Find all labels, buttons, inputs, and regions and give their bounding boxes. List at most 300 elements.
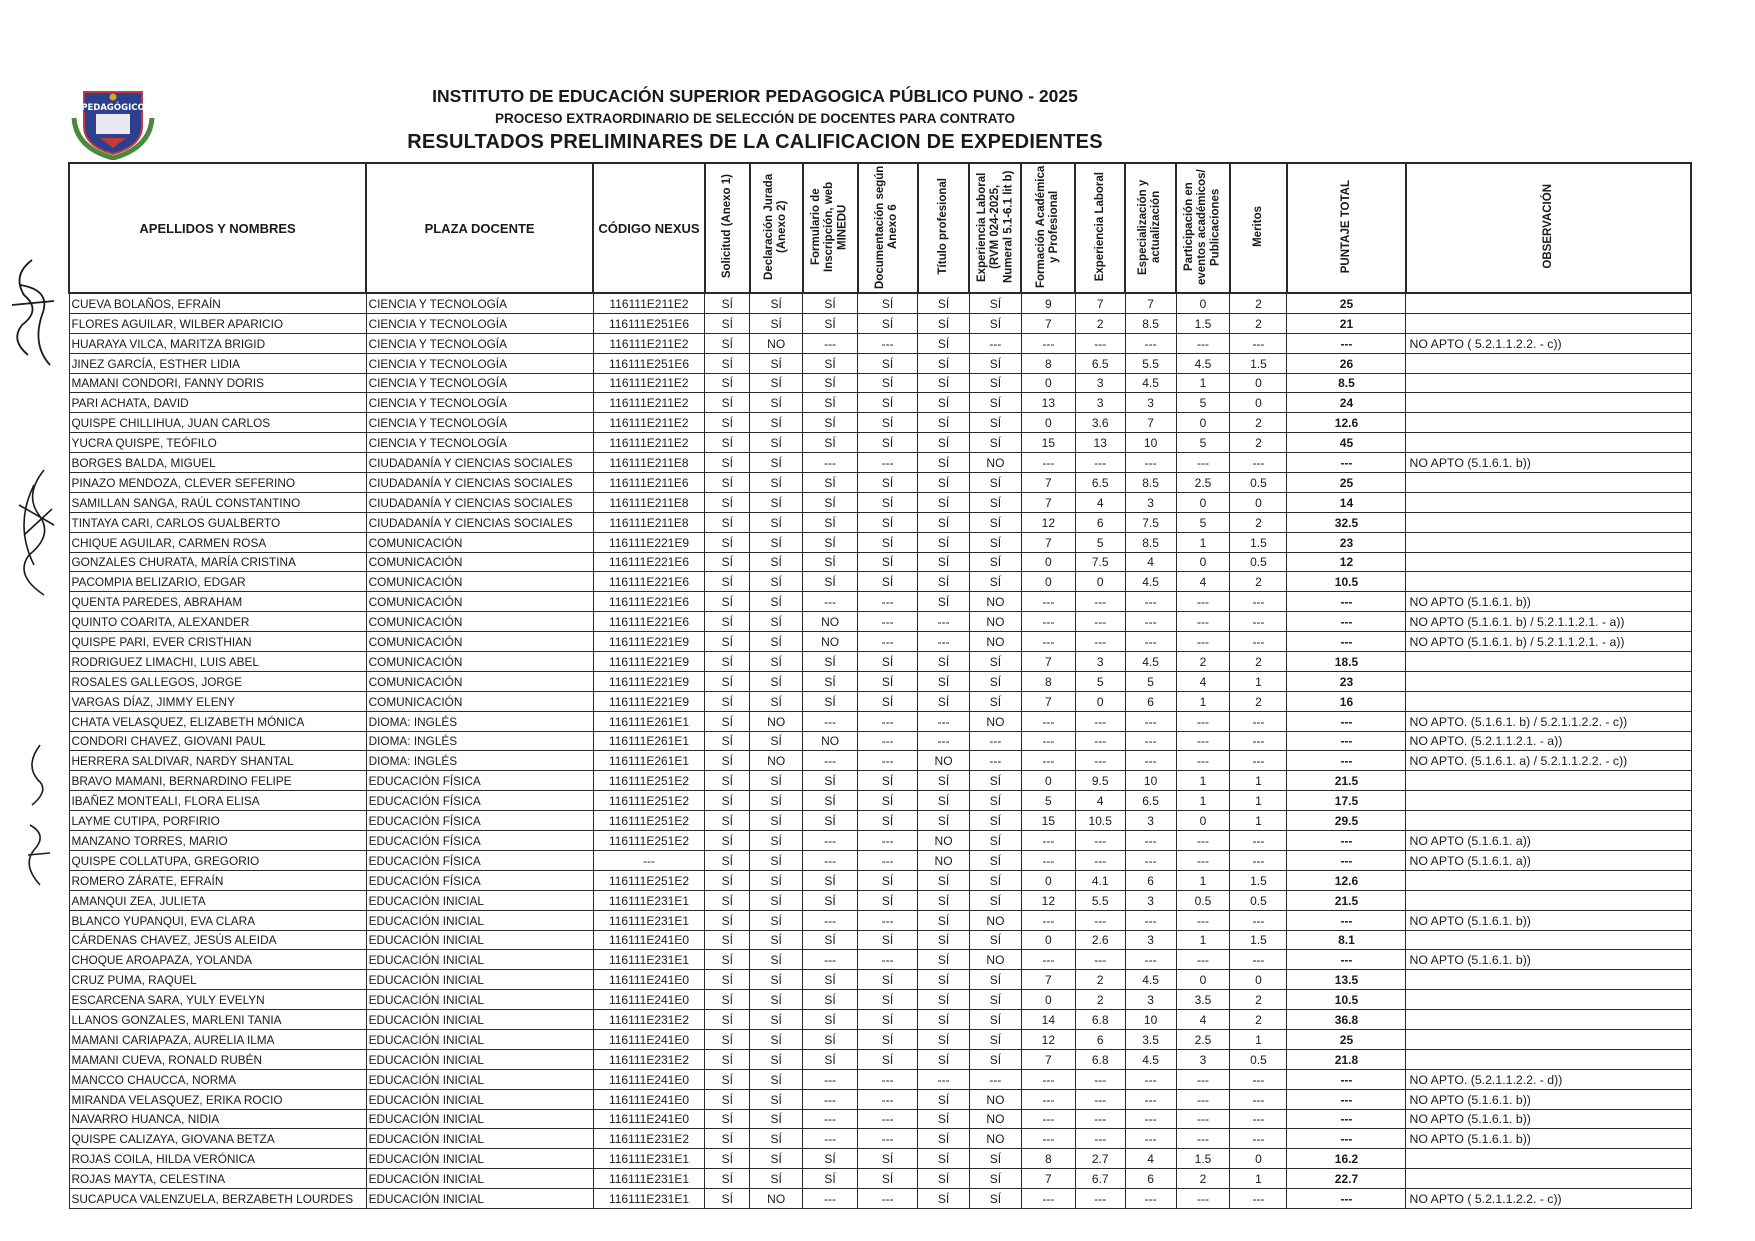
cell-formulario: SÍ <box>803 1169 858 1189</box>
cell-name: QUISPE CALIZAYA, GIOVANA BETZA <box>69 1129 366 1149</box>
cell-titulo: --- <box>918 1069 970 1089</box>
cell-plaza: CIUDADANÍA Y CIENCIAS SOCIALES <box>366 473 593 493</box>
cell-documentacion: SÍ <box>858 930 918 950</box>
cell-documentacion: SÍ <box>858 572 918 592</box>
cell-formulario: NO <box>803 612 858 632</box>
cell-observacion <box>1406 870 1691 890</box>
cell-meritos: --- <box>1230 751 1287 771</box>
cell-documentacion: --- <box>858 1089 918 1109</box>
cell-plaza: CIUDADANÍA Y CIENCIAS SOCIALES <box>366 453 593 473</box>
cell-especializacion: 4.5 <box>1125 652 1176 672</box>
cell-observacion: NO APTO (5.1.6.1. b)) <box>1406 1109 1691 1129</box>
cell-experiencia: --- <box>1075 850 1125 870</box>
cell-puntaje-total: 32.5 <box>1287 512 1406 532</box>
cell-solicitud: SÍ <box>705 1109 750 1129</box>
table-row <box>69 691 1691 711</box>
cell-declaracion: SÍ <box>750 890 803 910</box>
cell-documentacion: --- <box>858 831 918 851</box>
cell-formacion: 0 <box>1021 870 1075 890</box>
cell-formulario: --- <box>803 950 858 970</box>
cell-experiencia: 7.5 <box>1075 552 1125 572</box>
cell-plaza: EDUCACIÓN FÍSICA <box>366 811 593 831</box>
cell-experiencia-rvm: NO <box>969 1129 1021 1149</box>
cell-participacion: --- <box>1176 1069 1230 1089</box>
cell-declaracion: SÍ <box>750 1049 803 1069</box>
cell-especializacion: 3 <box>1125 492 1176 512</box>
cell-code: 116111E211E8 <box>593 453 705 473</box>
cell-declaracion: SÍ <box>750 691 803 711</box>
cell-experiencia: --- <box>1075 1109 1125 1129</box>
cell-titulo: SÍ <box>918 791 970 811</box>
cell-observacion: NO APTO (5.1.6.1. b)) <box>1406 910 1691 930</box>
cell-name: FLORES AGUILAR, WILBER APARICIO <box>69 313 366 333</box>
cell-participacion: --- <box>1176 1189 1230 1209</box>
cell-declaracion: SÍ <box>750 1089 803 1109</box>
cell-solicitud: SÍ <box>705 453 750 473</box>
cell-plaza: COMUNICACIÓN <box>366 552 593 572</box>
cell-plaza: CIUDADANÍA Y CIENCIAS SOCIALES <box>366 512 593 532</box>
cell-meritos: 0 <box>1230 393 1287 413</box>
cell-declaracion: SÍ <box>750 731 803 751</box>
cell-declaracion: SÍ <box>750 1109 803 1129</box>
table-row <box>69 850 1691 870</box>
cell-meritos: 0.5 <box>1230 1049 1287 1069</box>
cell-titulo: SÍ <box>918 393 970 413</box>
cell-experiencia-rvm: --- <box>969 751 1021 771</box>
cell-formulario: --- <box>803 910 858 930</box>
cell-solicitud: SÍ <box>705 612 750 632</box>
cell-formulario: SÍ <box>803 791 858 811</box>
cell-observacion <box>1406 1149 1691 1169</box>
cell-declaracion: SÍ <box>750 1149 803 1169</box>
cell-experiencia: 2.7 <box>1075 1149 1125 1169</box>
cell-participacion: 1 <box>1176 373 1230 393</box>
cell-name: ROJAS COILA, HILDA VERÓNICA <box>69 1149 366 1169</box>
cell-solicitud: SÍ <box>705 850 750 870</box>
cell-formacion: 7 <box>1021 1049 1075 1069</box>
cell-solicitud: SÍ <box>705 950 750 970</box>
cell-especializacion: 10 <box>1125 1010 1176 1030</box>
cell-meritos: --- <box>1230 910 1287 930</box>
cell-solicitud: SÍ <box>705 1169 750 1189</box>
cell-name: PACOMPIA BELIZARIO, EDGAR <box>69 572 366 592</box>
cell-participacion: --- <box>1176 751 1230 771</box>
institution-logo <box>70 88 156 160</box>
cell-declaracion: SÍ <box>750 771 803 791</box>
cell-puntaje-total: 16.2 <box>1287 1149 1406 1169</box>
cell-documentacion: SÍ <box>858 1169 918 1189</box>
cell-puntaje-total: 36.8 <box>1287 1010 1406 1030</box>
document-title: INSTITUTO DE EDUCACIÓN SUPERIOR PEDAGOGICA PÚBLICO PUNO - 2025 <box>432 86 1078 106</box>
cell-titulo: SÍ <box>918 1149 970 1169</box>
table-row <box>69 413 1691 433</box>
table-row <box>69 791 1691 811</box>
cell-code: 116111E211E2 <box>593 413 705 433</box>
cell-plaza: COMUNICACIÓN <box>366 652 593 672</box>
cell-solicitud: SÍ <box>705 910 750 930</box>
cell-experiencia-rvm: SÍ <box>969 473 1021 493</box>
cell-declaracion: NO <box>750 711 803 731</box>
cell-code: 116111E231E1 <box>593 1189 705 1209</box>
cell-formacion: --- <box>1021 1129 1075 1149</box>
cell-meritos: 1 <box>1230 791 1287 811</box>
cell-titulo: --- <box>918 731 970 751</box>
cell-name: ROSALES GALLEGOS, JORGE <box>69 671 366 691</box>
cell-meritos: 2 <box>1230 691 1287 711</box>
cell-name: QUISPE COLLATUPA, GREGORIO <box>69 850 366 870</box>
cell-puntaje-total: --- <box>1287 751 1406 771</box>
cell-plaza: DIOMA: INGLÉS <box>366 731 593 751</box>
cell-solicitud: SÍ <box>705 393 750 413</box>
cell-observacion <box>1406 512 1691 532</box>
cell-participacion: 5 <box>1176 393 1230 413</box>
cell-formulario: SÍ <box>803 552 858 572</box>
cell-declaracion: SÍ <box>750 1069 803 1089</box>
cell-formacion: --- <box>1021 1109 1075 1129</box>
cell-especializacion: --- <box>1125 751 1176 771</box>
cell-especializacion: 5.5 <box>1125 353 1176 373</box>
cell-plaza: EDUCACIÓN INICIAL <box>366 1089 593 1109</box>
cell-declaracion: SÍ <box>750 950 803 970</box>
cell-documentacion: --- <box>858 1189 918 1209</box>
cell-plaza: CIENCIA Y TECNOLOGÍA <box>366 413 593 433</box>
cell-code: 116111E221E6 <box>593 552 705 572</box>
cell-plaza: EDUCACIÓN INICIAL <box>366 1169 593 1189</box>
cell-meritos: 1 <box>1230 1029 1287 1049</box>
cell-titulo: SÍ <box>918 691 970 711</box>
cell-especializacion: 8.5 <box>1125 532 1176 552</box>
cell-formacion: 7 <box>1021 473 1075 493</box>
cell-meritos: --- <box>1230 850 1287 870</box>
cell-documentacion: SÍ <box>858 652 918 672</box>
cell-plaza: EDUCACIÓN INICIAL <box>366 950 593 970</box>
cell-puntaje-total: 25 <box>1287 1029 1406 1049</box>
cell-participacion: --- <box>1176 1089 1230 1109</box>
col-header-name: APELLIDOS Y NOMBRES <box>69 163 366 293</box>
cell-participacion: 1 <box>1176 691 1230 711</box>
cell-observacion: NO APTO (5.1.6.1. b)) <box>1406 453 1691 473</box>
cell-declaracion: SÍ <box>750 612 803 632</box>
cell-meritos: --- <box>1230 1109 1287 1129</box>
cell-formacion: 0 <box>1021 572 1075 592</box>
table-header-row <box>69 163 1691 293</box>
cell-titulo: SÍ <box>918 572 970 592</box>
cell-declaracion: SÍ <box>750 970 803 990</box>
cell-especializacion: 7.5 <box>1125 512 1176 532</box>
cell-code: 116111E221E9 <box>593 652 705 672</box>
cell-formulario: SÍ <box>803 532 858 552</box>
cell-titulo: SÍ <box>918 1089 970 1109</box>
table-row <box>69 1089 1691 1109</box>
cell-participacion: 2.5 <box>1176 473 1230 493</box>
cell-titulo: SÍ <box>918 1010 970 1030</box>
cell-name: LLANOS GONZALES, MARLENI TANIA <box>69 1010 366 1030</box>
cell-especializacion: --- <box>1125 1109 1176 1129</box>
col-header-declaracion: Declaración Jurada (Anexo 2) <box>750 163 803 293</box>
document-heading: RESULTADOS PRELIMINARES DE LA CALIFICACION DE EXPEDIENTES <box>407 131 1103 153</box>
cell-especializacion: 4.5 <box>1125 1049 1176 1069</box>
cell-participacion: 1 <box>1176 930 1230 950</box>
cell-code: 116111E231E1 <box>593 1149 705 1169</box>
cell-formulario: SÍ <box>803 373 858 393</box>
cell-observacion <box>1406 970 1691 990</box>
cell-meritos: --- <box>1230 711 1287 731</box>
cell-puntaje-total: 12.6 <box>1287 870 1406 890</box>
col-header-formulario: Formulario de Inscripción, web MINEDU <box>803 163 858 293</box>
cell-experiencia-rvm: SÍ <box>969 831 1021 851</box>
cell-formulario: SÍ <box>803 572 858 592</box>
cell-documentacion: --- <box>858 592 918 612</box>
cell-especializacion: --- <box>1125 1069 1176 1089</box>
cell-experiencia: 5.5 <box>1075 890 1125 910</box>
cell-participacion: --- <box>1176 453 1230 473</box>
cell-observacion <box>1406 532 1691 552</box>
cell-titulo: SÍ <box>918 671 970 691</box>
cell-name: JINEZ GARCÍA, ESTHER LIDIA <box>69 353 366 373</box>
svg-text:PEDAGÓGICO: PEDAGÓGICO <box>81 103 145 113</box>
cell-formacion: 15 <box>1021 811 1075 831</box>
cell-participacion: 0 <box>1176 552 1230 572</box>
cell-declaracion: NO <box>750 751 803 771</box>
cell-puntaje-total: 22.7 <box>1287 1169 1406 1189</box>
cell-formulario: --- <box>803 1189 858 1209</box>
cell-puntaje-total: 21.8 <box>1287 1049 1406 1069</box>
cell-documentacion: --- <box>858 1069 918 1089</box>
cell-participacion: --- <box>1176 731 1230 751</box>
cell-solicitud: SÍ <box>705 293 750 313</box>
cell-experiencia: --- <box>1075 950 1125 970</box>
cell-formulario: --- <box>803 1069 858 1089</box>
cell-participacion: 0.5 <box>1176 890 1230 910</box>
results-table <box>68 162 1692 1209</box>
cell-formulario: --- <box>803 831 858 851</box>
cell-experiencia: 2 <box>1075 313 1125 333</box>
cell-meritos: 2 <box>1230 512 1287 532</box>
cell-name: CONDORI CHAVEZ, GIOVANI PAUL <box>69 731 366 751</box>
table-row <box>69 930 1691 950</box>
cell-plaza: COMUNICACIÓN <box>366 572 593 592</box>
cell-observacion <box>1406 1029 1691 1049</box>
cell-plaza: CIENCIA Y TECNOLOGÍA <box>366 313 593 333</box>
cell-observacion: NO APTO (5.1.6.1. b) / 5.2.1.1.2.1. - a)) <box>1406 612 1691 632</box>
cell-code: 116111E231E1 <box>593 890 705 910</box>
cell-experiencia-rvm: SÍ <box>969 771 1021 791</box>
cell-code: 116111E221E6 <box>593 612 705 632</box>
cell-titulo: SÍ <box>918 1169 970 1189</box>
cell-declaracion: SÍ <box>750 870 803 890</box>
table-row <box>69 1169 1691 1189</box>
cell-titulo: SÍ <box>918 532 970 552</box>
cell-experiencia: 3 <box>1075 393 1125 413</box>
cell-meritos: 1 <box>1230 671 1287 691</box>
cell-titulo: NO <box>918 751 970 771</box>
cell-puntaje-total: --- <box>1287 950 1406 970</box>
cell-meritos: 0 <box>1230 970 1287 990</box>
cell-name: QUENTA PAREDES, ABRAHAM <box>69 592 366 612</box>
cell-formulario: SÍ <box>803 1029 858 1049</box>
cell-declaracion: SÍ <box>750 512 803 532</box>
cell-observacion <box>1406 671 1691 691</box>
table-row <box>69 711 1691 731</box>
cell-documentacion: SÍ <box>858 811 918 831</box>
cell-solicitud: SÍ <box>705 433 750 453</box>
cell-experiencia-rvm: SÍ <box>969 930 1021 950</box>
cell-formacion: --- <box>1021 1089 1075 1109</box>
cell-plaza: CIENCIA Y TECNOLOGÍA <box>366 373 593 393</box>
cell-formacion: 7 <box>1021 1169 1075 1189</box>
cell-solicitud: SÍ <box>705 771 750 791</box>
cell-especializacion: --- <box>1125 592 1176 612</box>
cell-formulario: NO <box>803 731 858 751</box>
table-row <box>69 552 1691 572</box>
cell-experiencia-rvm: SÍ <box>969 393 1021 413</box>
cell-experiencia: 0 <box>1075 572 1125 592</box>
cell-experiencia: 0 <box>1075 691 1125 711</box>
cell-formacion: --- <box>1021 731 1075 751</box>
cell-declaracion: SÍ <box>750 453 803 473</box>
table-row <box>69 393 1691 413</box>
col-header-experiencia-rvm: Experiencia Laboral (RVM 024-2025, Numeral 5.1-6.1 lit b) <box>969 163 1021 293</box>
cell-titulo: --- <box>918 612 970 632</box>
cell-declaracion: SÍ <box>750 492 803 512</box>
cell-formulario: SÍ <box>803 293 858 313</box>
cell-especializacion: 3 <box>1125 930 1176 950</box>
cell-experiencia-rvm: SÍ <box>969 512 1021 532</box>
table-row <box>69 990 1691 1010</box>
cell-code: 116111E221E9 <box>593 691 705 711</box>
cell-experiencia: 3.6 <box>1075 413 1125 433</box>
table-row <box>69 671 1691 691</box>
cell-formulario: --- <box>803 1129 858 1149</box>
cell-experiencia: --- <box>1075 632 1125 652</box>
cell-formacion: --- <box>1021 1069 1075 1089</box>
cell-participacion: 1.5 <box>1176 313 1230 333</box>
cell-meritos: --- <box>1230 950 1287 970</box>
cell-participacion: --- <box>1176 950 1230 970</box>
cell-documentacion: SÍ <box>858 671 918 691</box>
cell-observacion: NO APTO. (5.2.1.1.2.1. - a)) <box>1406 731 1691 751</box>
cell-formulario: SÍ <box>803 1049 858 1069</box>
cell-experiencia-rvm: SÍ <box>969 433 1021 453</box>
cell-name: MAMANI CARIAPAZA, AURELIA ILMA <box>69 1029 366 1049</box>
cell-experiencia: --- <box>1075 831 1125 851</box>
cell-solicitud: SÍ <box>705 492 750 512</box>
cell-formulario: --- <box>803 592 858 612</box>
cell-solicitud: SÍ <box>705 831 750 851</box>
cell-observacion <box>1406 930 1691 950</box>
cell-documentacion: SÍ <box>858 1049 918 1069</box>
cell-experiencia-rvm: SÍ <box>969 1049 1021 1069</box>
cell-name: PINAZO MENDOZA, CLEVER SEFERINO <box>69 473 366 493</box>
cell-especializacion: 6 <box>1125 691 1176 711</box>
cell-especializacion: --- <box>1125 731 1176 751</box>
cell-participacion: 1 <box>1176 791 1230 811</box>
cell-experiencia-rvm: SÍ <box>969 492 1021 512</box>
cell-plaza: CIENCIA Y TECNOLOGÍA <box>366 293 593 313</box>
cell-puntaje-total: 21.5 <box>1287 771 1406 791</box>
cell-participacion: 5 <box>1176 512 1230 532</box>
cell-experiencia: 2.6 <box>1075 930 1125 950</box>
cell-plaza: EDUCACIÓN INICIAL <box>366 1149 593 1169</box>
cell-name: CRUZ PUMA, RAQUEL <box>69 970 366 990</box>
cell-experiencia: 6.8 <box>1075 1049 1125 1069</box>
cell-experiencia: 10.5 <box>1075 811 1125 831</box>
cell-formulario: --- <box>803 751 858 771</box>
cell-code: 116111E211E6 <box>593 473 705 493</box>
cell-meritos: 0 <box>1230 1149 1287 1169</box>
cell-formacion: 13 <box>1021 393 1075 413</box>
cell-formacion: --- <box>1021 612 1075 632</box>
cell-titulo: NO <box>918 831 970 851</box>
cell-meritos: --- <box>1230 632 1287 652</box>
cell-solicitud: SÍ <box>705 870 750 890</box>
cell-formacion: --- <box>1021 453 1075 473</box>
cell-observacion <box>1406 313 1691 333</box>
cell-puntaje-total: 12.6 <box>1287 413 1406 433</box>
cell-puntaje-total: --- <box>1287 1069 1406 1089</box>
cell-code: 116111E231E1 <box>593 950 705 970</box>
cell-code: 116111E221E6 <box>593 592 705 612</box>
cell-observacion <box>1406 373 1691 393</box>
cell-experiencia: --- <box>1075 751 1125 771</box>
cell-meritos: 1 <box>1230 771 1287 791</box>
cell-meritos: --- <box>1230 1089 1287 1109</box>
cell-titulo: SÍ <box>918 771 970 791</box>
cell-code: 116111E251E2 <box>593 811 705 831</box>
cell-titulo: SÍ <box>918 313 970 333</box>
table-row <box>69 1189 1691 1209</box>
cell-titulo: SÍ <box>918 433 970 453</box>
cell-name: YUCRA QUISPE, TEÓFILO <box>69 433 366 453</box>
cell-puntaje-total: --- <box>1287 1129 1406 1149</box>
cell-puntaje-total: 8.1 <box>1287 930 1406 950</box>
cell-declaracion: SÍ <box>750 930 803 950</box>
cell-participacion: 0 <box>1176 811 1230 831</box>
cell-titulo: SÍ <box>918 950 970 970</box>
cell-especializacion: --- <box>1125 333 1176 353</box>
cell-formulario: --- <box>803 1089 858 1109</box>
cell-name: NAVARRO HUANCA, NIDIA <box>69 1109 366 1129</box>
cell-formacion: 0 <box>1021 930 1075 950</box>
cell-solicitud: SÍ <box>705 532 750 552</box>
cell-observacion <box>1406 990 1691 1010</box>
cell-experiencia-rvm: SÍ <box>969 373 1021 393</box>
cell-observacion: NO APTO ( 5.2.1.1.2.2. - c)) <box>1406 1189 1691 1209</box>
cell-plaza: EDUCACIÓN INICIAL <box>366 970 593 990</box>
cell-documentacion: SÍ <box>858 1149 918 1169</box>
cell-meritos: --- <box>1230 592 1287 612</box>
cell-observacion <box>1406 1169 1691 1189</box>
cell-observacion <box>1406 811 1691 831</box>
col-header-experiencia: Experiencia Laboral <box>1075 163 1125 293</box>
cell-participacion: 5 <box>1176 433 1230 453</box>
cell-code: 116111E241E0 <box>593 930 705 950</box>
cell-especializacion: 4.5 <box>1125 970 1176 990</box>
cell-puntaje-total: 25 <box>1287 473 1406 493</box>
cell-puntaje-total: --- <box>1287 612 1406 632</box>
cell-observacion <box>1406 293 1691 313</box>
cell-documentacion: --- <box>858 612 918 632</box>
cell-participacion: 1 <box>1176 771 1230 791</box>
cell-documentacion: --- <box>858 632 918 652</box>
col-header-solicitud: Solicitud (Anexo 1) <box>705 163 750 293</box>
cell-formulario: SÍ <box>803 652 858 672</box>
cell-formacion: 14 <box>1021 1010 1075 1030</box>
cell-plaza: CIUDADANÍA Y CIENCIAS SOCIALES <box>366 492 593 512</box>
table-row <box>69 950 1691 970</box>
cell-formulario: --- <box>803 850 858 870</box>
cell-declaracion: SÍ <box>750 313 803 333</box>
